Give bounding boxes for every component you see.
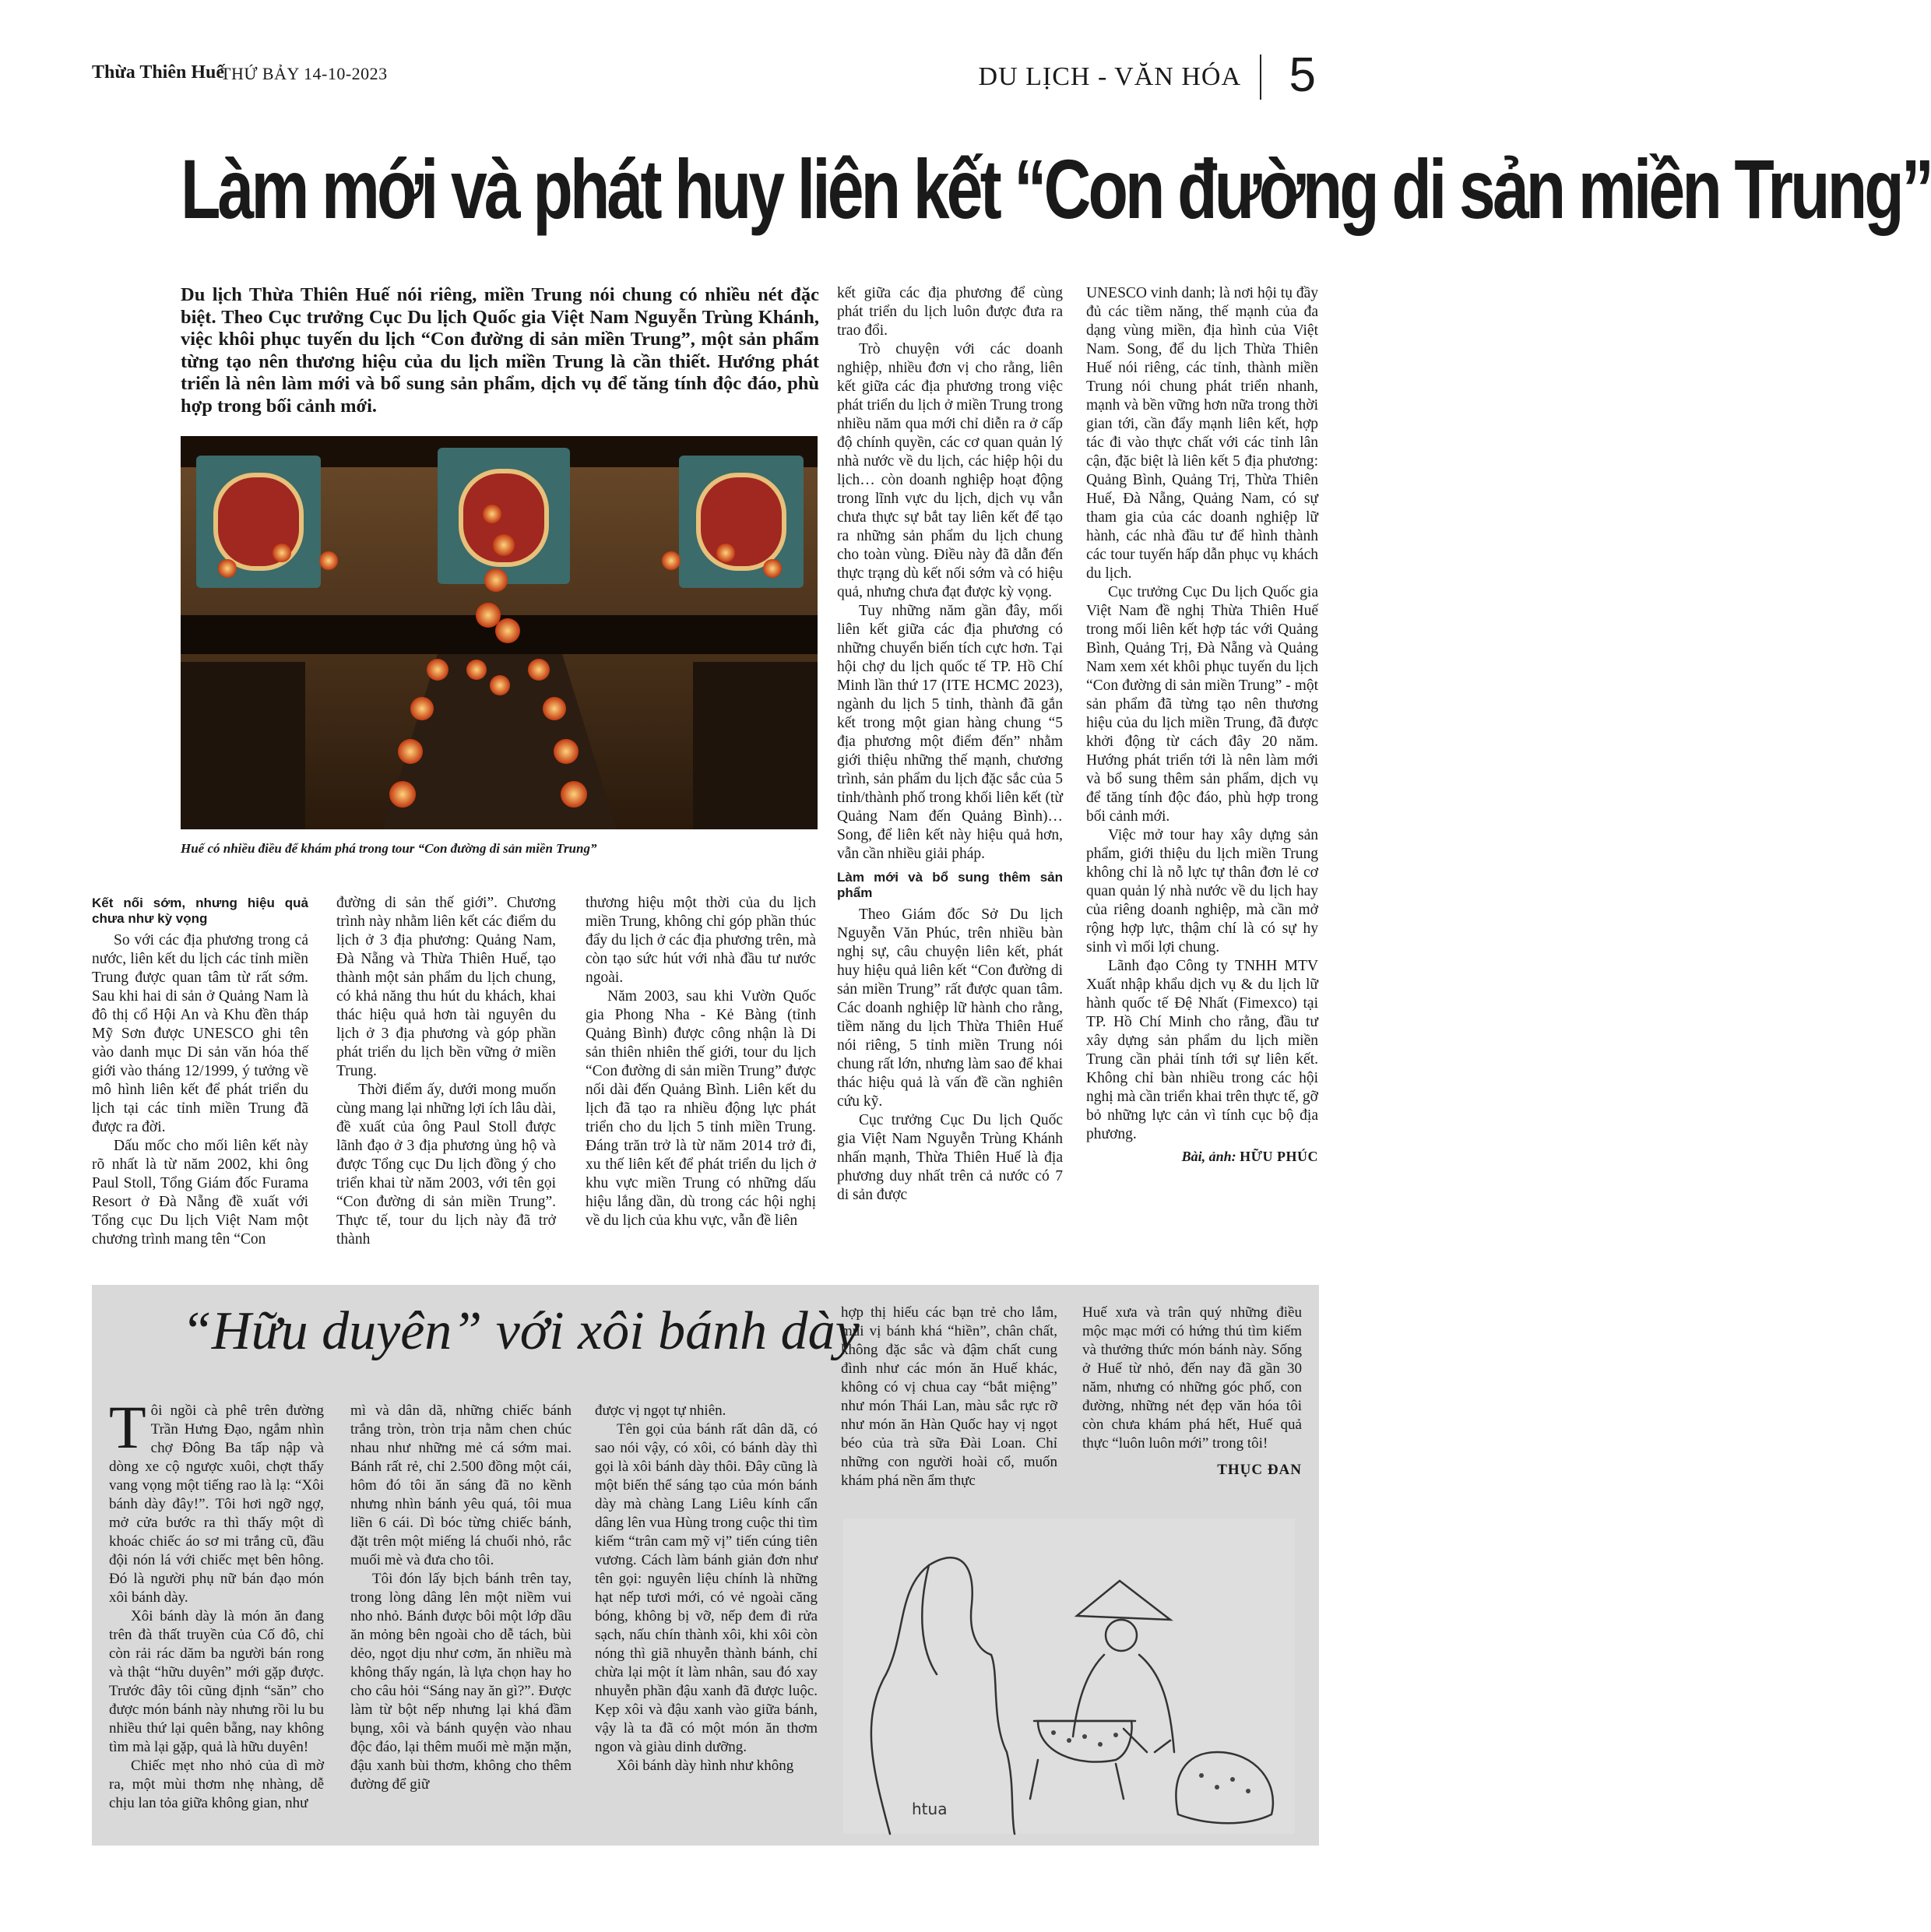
paragraph: Xôi bánh dày là món ăn đang trên đà thất truyền của Cố đô, chỉ còn rải rác dăm ba người bán rong và thật “hữu duyên” mới gặp được. Trước đây tôi cũng định “săn” cho được món bánh này nhưng rồi lu bu nhiều thứ lại quên bẵng, nay không tìm mà lại gặp, quả là hữu duyên! [109,1608,324,1755]
article-column-5 [1086,284,1318,1166]
masthead [92,48,1316,103]
byline [1086,1147,1318,1166]
paragraph: Tên gọi của bánh rất dân dã, có sao nói vậy, có xôi, có bánh dày thì gọi là xôi bánh dày thôi. Đây cũng là một biến thể sáng tạo của món bánh dày mà chàng Lang Liêu kính cẩn dâng lên vua Hùng trong cuộc thi tìm kiếm “trân cam mỹ vị” tiến cúng tiên vương. Cách làm bánh giản đơn như tên gọi: nguyên liệu chính là những hạt nếp tươi mới, có vẻ ngoài căng bóng, không bị vỡ, nếp đem đi rửa sạch, nấu chín thành xôi, khi xôi còn nóng thì giã nhuyễn thành bánh, chỉ chừa lại một ít làm nhân, sau đó xay nhuyễn phần đậu xanh đã được luộc. Kẹp xôi và đậu xanh vào giữa bánh, vậy là ta đã có một món ăn thơm ngon và giàu dinh dưỡng. [595,1421,818,1755]
paragraph: Xôi bánh dày hình như không [617,1758,794,1774]
article-lead: Du lịch Thừa Thiên Huế nói riêng, miền Trung nói chung có nhiều nét đặc biệt. Theo Cục trưởng Cục Du lịch Quốc gia Việt Nam Nguyễn Trùng Khánh, việc khôi phục tuyến du lịch “Con đường di sản miền Trung”, một sản phẩm từng tạo nên thương hiệu của du lịch miền Trung là cần thiết. Hướng phát triển là nên làm mới và bổ sung sản phẩm, dịch vụ để tăng tính độc đáo, phù hợp trong bối cảnh mới. [181,284,819,417]
paragraph: Lãnh đạo Công ty TNHH MTV Xuất nhập khẩu dịch vụ & du lịch lữ hành quốc tế Đệ Nhất (Fimexco) tại TP. Hồ Chí Minh cho rằng, đầu tư xây dựng sản phẩm du lịch miền Trung cần phải tính tới sự liên kết. Không chỉ bàn nhiều trong các hội nghị mà cần triển khai trên thực tế, gỡ bỏ những lực cản vì tính cục bộ địa phương. [1086,958,1318,1142]
paragraph: Huế xưa và trân quý những điều mộc mạc mới có hứng thú tìm kiếm và thưởng thức món bánh này. Sống ở Huế từ nhỏ, đến nay đã gần 30 năm, nhưng có những góc phố, con đường, những nét đẹp văn hóa tôi còn chưa khám phá hết, Huế quả thực “luôn luôn mới” trong tôi! [1082,1304,1302,1452]
article-headline: Làm mới và phát huy liên kết “Con đường di sản miền Trung” [181,142,1931,236]
paragraph: Năm 2003, sau khi Vườn Quốc gia Phong Nha - Kẻ Bàng (tỉnh Quảng Bình) được công nhận là Di sản thiên nhiên thế giới, tour du lịch “Con đường di sản miền Trung” được nối dài đến Quảng Bình. Liên kết du lịch đã tạo ra nhiều động lực phát triển cho du lịch 5 tỉnh miền Trung. Đáng trăn trở là từ năm 2014 trở đi, xu thế liên kết để phát triển du lịch ở khu vực miền Trung có những dấu hiệu lắng dần, dù trong các hội nghị về du lịch của khu vực, vẫn đề liên [586,988,816,1229]
article-column-4 [837,284,1063,1205]
paragraph: So với các địa phương trong cả nước, liên kết du lịch các tỉnh miền Trung được quan tâm từ rất sớm. Sau khi hai di sản ở Quảng Nam là đô thị cổ Hội An và Khu đền tháp Mỹ Sơn được UNESCO ghi tên vào danh mục Di sản văn hóa thế giới vào tháng 12/1999, ý tưởng về mô hình liên kết để phát triển du lịch tại các tỉnh miền Trung đã được ra đời. [92,932,308,1135]
newspaper-name: Thừa Thiên Huế [92,62,225,83]
article-column-2 [336,894,556,1249]
vendor-illustration [843,1519,1295,1834]
masthead-divider [1260,55,1261,100]
issue-date: THỨ BẢY 14-10-2023 [220,64,388,83]
paragraph: UNESCO vinh danh; là nơi hội tụ đầy đủ các tiềm năng, thế mạnh của đa dạng vùng miền, địa hình của Việt Nam. Song, để du lịch Thừa Thiên Huế nói riêng, các tỉnh, thành miền Trung nói chung phát triển nhanh, mạnh và bền vững hơn nữa trong thời gian tới, cần đẩy mạnh liên kết, hợp tác đi vào thực chất với các tỉnh lân cận, đặc biệt là liên kết 5 địa phương: Quảng Bình, Quảng Trị, Thừa Thiên Huế, Đà Nẵng, Quảng Nam, có sự tham gia của các doanh nghiệp lữ hành, các nhà đầu tư để hình thành các tour tuyến hấp dẫn phục vụ khách du lịch. [1086,285,1318,582]
feature-column-5 [1082,1304,1302,1480]
article-column-1 [92,894,308,1249]
feature-column-4 [841,1304,1057,1490]
paragraph: mì và dân dã, những chiếc bánh trắng tròn, tròn trịa nằm chen chúc nhau như những mẻ cá sớm mai. Bánh rất rẻ, chỉ 2.500 đồng một cái, hôm đó tôi ăn sáng đã no kềnh nhưng nhìn bánh yêu quá, tôi mua liền 6 cái. Dì bóc từng chiếc bánh, đặt trên một miếng lá chuối nhỏ, rắc muối mè và đưa cho tôi. [350,1402,572,1568]
paragraph: Tôi ngồi cà phê trên đường Trần Hưng Đạo, ngắm nhìn chợ Đông Ba tấp nập và dòng xe cộ ngược xuôi, chợt thấy vang vọng một tiếng rao là lạ: “Xôi bánh dày đây!”. Tôi hơi ngỡ ngợ, mở cửa bước ra thì thấy một dì khoác chiếc áo sơ mi trắng cũ, đầu đội nón lá với chiếc mẹt bên hông. Đó là người phụ nữ bán đạo món xôi bánh dày. [109,1393,324,1606]
paragraph: Trò chuyện với các doanh nghiệp, nhiều đơn vị cho rằng, liên kết giữa các địa phương trong việc phát triển du lịch ở miền Trung trong nhiều năm qua mới chỉ diễn ra ở cấp độ chính quyền, các cơ quan quản lý nhà nước về du lịch, các hiệp hội du lịch… còn doanh nghiệp hoạt động trong lĩnh vực du lịch, dịch vụ vẫn chưa thực sự bắt tay liên kết để tạo ra những sản phẩm du lịch chung cho toàn vùng. Điều này đã dẫn đến thực trạng dù kết nối sớm và có hiệu quả, nhưng chưa đạt được kỳ vọng. [837,341,1063,600]
paragraph: thương hiệu một thời của du lịch miền Trung, không chỉ góp phần thúc đẩy du lịch ở các địa phương trên, mà còn tạo sức hút với nhà đầu tư nước ngoài. [586,895,816,986]
street-vendor-sketch [843,1519,1295,1834]
subheading: Kết nối sớm, nhưng hiệu quả chưa như kỳ vọng [92,896,308,926]
paragraph: Cục trưởng Cục Du lịch Quốc gia Việt Nam đề nghị Thừa Thiên Huế trong mối liên kết hợp tác với Quảng Bình, Quảng Trị, Đà Nẵng và Quảng Nam xem xét khôi phục tuyến du lịch “Con đường di sản miền Trung” - một sản phẩm đã từng tạo nên thương hiệu của du lịch miền Trung, đã được khởi động từ cách đây 20 năm. Hướng phát triển tới là nên làm mới và bổ sung thêm sản phẩm, dịch vụ để tăng tính độc đáo, phù hợp trong bối cảnh mới. [1086,584,1318,825]
stage-performance-image [181,436,818,829]
page-number: 5 [1289,48,1316,102]
paragraph: Việc mở tour hay xây dựng sản phẩm, giới thiệu du lịch miền Trung không chỉ là nỗ lực tự thân đơn lẻ cơ quan quản lý nhà nước về du lịch hay của riêng doanh nghiệp, mà cần mở rộng hợp lực, thậm chí là có sự hy sinh vì mối lợi chung. [1086,827,1318,955]
paragraph: Theo Giám đốc Sở Du lịch Nguyễn Văn Phúc, trên nhiều bàn nghị sự, câu chuyện liên kết, phát huy hiệu quả liên kết “Con đường di sản miền Trung” rất được quan tâm. Các doanh nghiệp lữ hành cho rằng, tiềm năng du lịch Thừa Thiên Huế nói riêng, 5 tỉnh miền Trung nói chung rất lớn, nhưng làm sao để khai thác hiệu quả là vấn đề cần nghiên cứu kỹ. [837,906,1063,1110]
byline-author: HỮU PHÚC [1240,1149,1318,1164]
article-photo [181,436,818,829]
photo-caption: Huế có nhiều điều để khám phá trong tour “Con đường di sản miền Trung” [181,841,597,856]
subheading: Làm mới và bổ sung thêm sản phẩm [837,870,1063,900]
section-name: DU LỊCH - VĂN HÓA [978,62,1241,91]
paragraph: Chiếc mẹt nho nhỏ của dì mờ ra, một mùi thơm nhẹ nhàng, dễ chịu lan tỏa giữa không gian, như [109,1758,324,1811]
paragraph: Cục trưởng Cục Du lịch Quốc gia Việt Nam Nguyễn Trùng Khánh nhấn mạnh, Thừa Thiên Huế là địa phương duy nhất trên cả nước có 7 di sản được [837,1112,1063,1203]
paragraph: được vị ngọt tự nhiên. [595,1402,726,1419]
paragraph: Tuy những năm gần đây, mối liên kết giữa các địa phương có những chuyển biến tích cực hơn. Tại hội chợ du lịch quốc tế TP. Hồ Chí Minh lần thứ 17 (ITE HCMC 2023), ngành du lịch 5 tỉnh, thành đã gắn kết trong một gian hàng chung “5 địa phương một điểm đến” nhằm giới thiệu những thế mạnh, chương trình, sản phẩm du lịch đặc sắc của 5 tỉnh/thành phố trong khối liên kết (từ Quảng Nam đến Quảng Bình)… Song, để liên kết này hiệu quả hơn, vẫn cần nhiều giải pháp. [837,603,1063,862]
paragraph: Thời điểm ấy, dưới mong muốn cùng mang lại những lợi ích lâu dài, đề xuất của ông Paul Stoll được lãnh đạo ở 3 địa phương ủng hộ và được Tổng cục Du lịch đồng ý cho triển khai từ năm 2003, với tên gọi “Con đường di sản miền Trung”. Thực tế, tour du lịch này đã trở thành [336,1082,556,1248]
paragraph: hợp thị hiếu các bạn trẻ cho lắm, mùi vị bánh khá “hiền”, chân chất, không đặc sắc và đậm chất cung đình như các món ăn Huế khác, không có vị chua cay “bắt miệng” như món Thái Lan, màu sắc rực rỡ như món ăn Hàn Quốc hay vị ngọt béo của trà sữa Đài Loan. Chỉ những con người hoài cổ, muốn khám phá nền ẩm thực [841,1304,1057,1489]
feature-column-2 [350,1402,572,1794]
feature-author: THỤC ĐAN [1217,1462,1302,1478]
paragraph: kết giữa các địa phương để cùng phát triển du lịch luôn được đưa ra trao đổi. [837,285,1063,339]
illustration-signature: htua [912,1800,948,1818]
paragraph: đường di sản thế giới”. Chương trình này nhằm liên kết các điểm du lịch ở 3 địa phương: Quảng Nam, Đà Nẵng và Thừa Thiên Huế, tạo thành một sản phẩm du lịch chung, có khả năng thu hút du khách, khai thác hiệu quả hơn tài nguyên du lịch ở 3 địa phương và góp phần phát triển du lịch bền vững ở miền Trung. [336,895,556,1079]
feature-column-1 [109,1393,324,1813]
byline-prefix: Bài, ảnh: [1181,1149,1236,1164]
feature-box [92,1285,1319,1846]
article-column-3 [586,894,816,1230]
drop-cap: T [109,1393,146,1461]
feature-title: “Hữu duyên” với xôi bánh dày [181,1301,860,1361]
feature-column-3 [595,1402,818,1775]
paragraph: Tôi đón lấy bịch bánh trên tay, trong lòng dâng lên một niềm vui nho nhỏ. Bánh được bôi một lớp dầu ăn mỏng bên ngoài cho dễ tách, bùi dẻo, ngọt dịu như cơm, ăn nhiều mà không thấy ngán, là lựa chọn hay ho cho câu hỏi “Sáng nay ăn gì?”. Được làm từ bột nếp nhưng lại khá đầm bụng, xôi và bánh quyện vào nhau độc đáo, lại thêm muối mè mặn mặn, đậu xanh bùi thơm, không cho thêm đường để giữ [350,1571,572,1793]
paragraph: Dấu mốc cho mối liên kết này rõ nhất là từ năm 2002, khi ông Paul Stoll, Tổng Giám đốc Furama Resort ở Đà Nẵng đề xuất với Tổng cục Du lịch Việt Nam một chương trình mang tên “Con [92,1138,308,1248]
